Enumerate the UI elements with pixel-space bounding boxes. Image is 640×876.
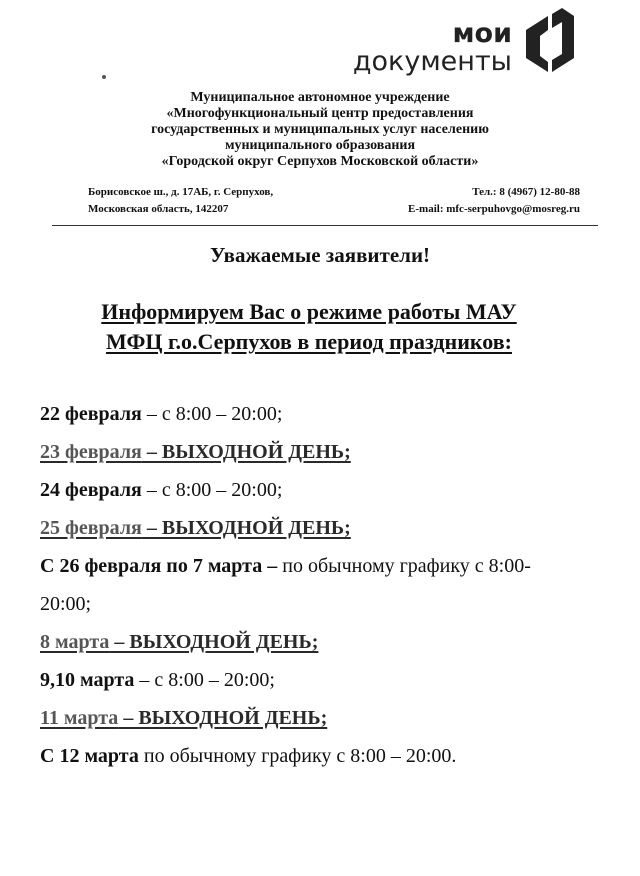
- schedule-hours: – с 8:00 – 20:00;: [134, 669, 275, 691]
- logo-mark-icon: [518, 8, 578, 72]
- schedule-item-day-off: [40, 433, 600, 471]
- schedule-status: – ВЫХОДНОЙ ДЕНЬ;: [109, 631, 319, 653]
- logo-text-line2: документы: [352, 46, 512, 77]
- contact-block: [408, 184, 580, 218]
- schedule-hours: по обычному графику с 8:00 – 20:00.: [138, 745, 457, 767]
- org-line: «Многофункциональный центр предоставления: [166, 106, 474, 121]
- address-line2: Московская область, 142207: [88, 203, 229, 215]
- schedule-date: С 12 марта: [40, 745, 139, 767]
- logo-text-line1: мои: [452, 18, 512, 49]
- schedule-item-day-off: [40, 699, 600, 737]
- email: E-mail: mfc-serpuhovgo@mosreg.ru: [408, 203, 580, 215]
- schedule-date: 25 февраля: [40, 517, 142, 539]
- greeting: Уважаемые заявители!: [209, 243, 431, 267]
- schedule-item: [40, 395, 600, 433]
- org-line: «Городской округ Серпухов Московской области»: [161, 154, 479, 169]
- schedule-date: С 26 февраля по 7 марта –: [40, 555, 278, 577]
- schedule-hours: по обычному графику с 8:00-: [277, 555, 531, 577]
- schedule-item-continued: [40, 585, 600, 623]
- schedule-date: 9,10 марта: [40, 669, 135, 691]
- org-line: Муниципальное автономное учреждение: [190, 90, 450, 105]
- scan-dot: [102, 75, 106, 79]
- holiday-schedule: [40, 395, 600, 775]
- heading-line1: Информируем Вас о режиме работы МАУ: [101, 299, 517, 324]
- address-line1: Борисовское ш., д. 17АБ, г. Серпухов,: [88, 186, 274, 198]
- header-divider: [52, 225, 598, 226]
- notice-heading: [0, 297, 618, 357]
- schedule-item: [40, 471, 600, 509]
- org-line: государственных и муниципальных услуг населению: [151, 122, 489, 137]
- schedule-status: – ВЫХОДНОЙ ДЕНЬ;: [141, 441, 351, 463]
- schedule-date: 23 февраля: [40, 441, 142, 463]
- schedule-hours: 20:00;: [40, 593, 92, 615]
- schedule-item: [40, 737, 600, 775]
- schedule-status: – ВЫХОДНОЙ ДЕНЬ;: [141, 517, 351, 539]
- schedule-item: [40, 661, 600, 699]
- schedule-date: 11 марта: [40, 707, 119, 729]
- schedule-hours: – с 8:00 – 20:00;: [141, 403, 283, 425]
- schedule-item-day-off: [40, 623, 600, 661]
- schedule-status: – ВЫХОДНОЙ ДЕНЬ;: [118, 707, 328, 729]
- heading-line2: МФЦ г.о.Серпухов в период праздников:: [106, 329, 512, 354]
- organization-header: [80, 90, 560, 170]
- schedule-date: 24 февраля: [40, 479, 142, 501]
- address-block: [88, 184, 273, 218]
- moi-dokumenty-logo: [346, 8, 578, 78]
- schedule-hours: – с 8:00 – 20:00;: [141, 479, 283, 501]
- phone: Тел.: 8 (4967) 12-80-88: [472, 186, 580, 198]
- schedule-item-day-off: [40, 509, 600, 547]
- schedule-date: 8 марта: [40, 631, 110, 653]
- org-line: муниципального образования: [224, 138, 416, 153]
- schedule-item: [40, 547, 600, 585]
- schedule-date: 22 февраля: [40, 403, 142, 425]
